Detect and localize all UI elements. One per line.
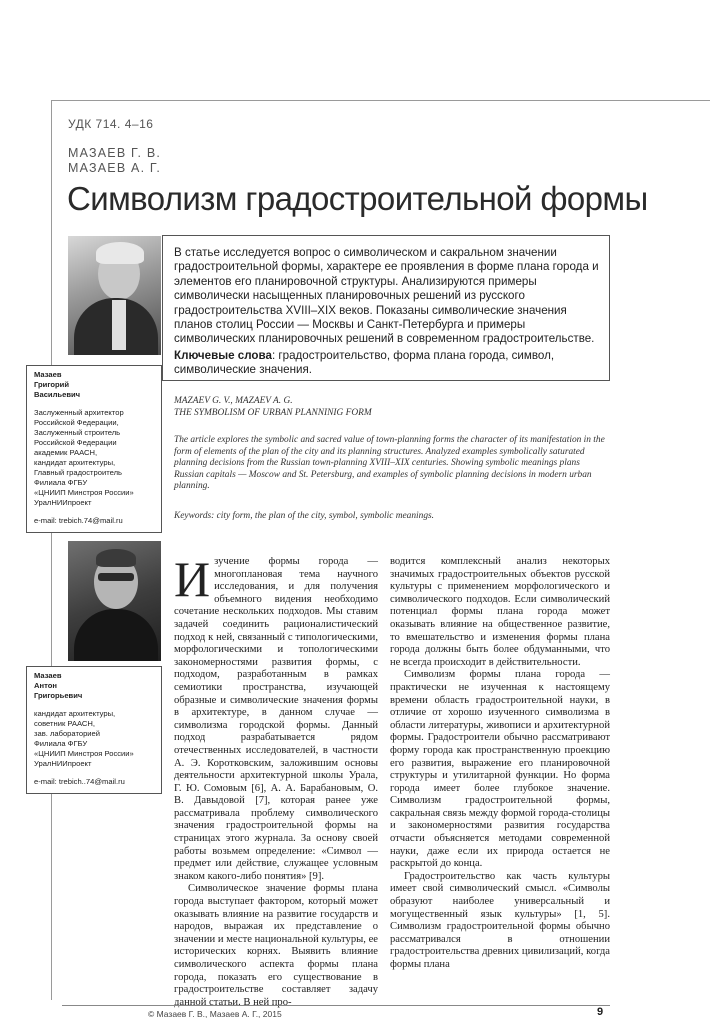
paragraph: Градостроительство как часть культуры имеет свой символический смысл. «Символы образуют наиболее универсальный и могущественный язык культуры» [1, 5]. Символизм градостроительной формы обычно рассматривался в отношении градостроительства древних цивилизаций, когда формы плана: [390, 870, 610, 970]
keywords: [174, 349, 599, 378]
english-abstract: The article explores the symbolic and sacred value of town-planning forms the character of its manifestation in the form of elements of the plan of the city and its planning structures. Analyzed examples symbolically saturated planning decisions from the Russian town-planning XVIII–XIX centuries. Showing symbolic meanings plans Russian capitals — Moscow and St. Petersburg, and examples of symbolic planning decisions in modern urban planning.: [174, 435, 605, 491]
drop-cap: И: [174, 551, 211, 607]
article-title: Символизм градостроительной формы: [67, 180, 648, 217]
card1-line: «ЦНИИП Минстроя России»: [34, 488, 134, 497]
card2-patronymic: Григорьевич: [34, 691, 83, 700]
card1-line: Заслуженный строитель: [34, 428, 121, 437]
english-keywords: Keywords: city form, the plan of the city, symbol, symbolic meanings.: [174, 511, 435, 521]
abstract-text: В статье исследуется вопрос о символическом и сакральном значении градостроительной формы, характере ее проявления в форме плана города и элементов его планировочной структуры. Анализируются примеры символически насыщенных планировочных решений из русского градостроительства XVIII–XIX веков. Показаны символические значения планов столиц России — Москвы и Санкт-Петербурга и примеры символических планировочных решений в современном градостроительстве.: [174, 246, 599, 346]
card1-surname: Мазаев: [34, 370, 62, 379]
paragraph: Символизм формы плана города — практически не изученная к настоящему времени область градостроительной науки, в отличие от хорошо изученного символизма в области литературы, живописи и архитектурной формы. Градостроители обычно рассматривают форму города как пространственную проекцию его развития, выражение его планировочной структуры и утилитарной функции. Но форма города имеет более глубокое значение. Символизм градостроительной формы, сакральная связь между формой города-столицы и закономерностями развития государства отчасти объясняется методами современной науки, даже если их природа остается не раскрытой до конца.: [390, 669, 610, 870]
card2-line: кандидат архитектуры,: [34, 709, 116, 718]
paragraph: водится комплексный анализ некоторых значимых градостроительных объектов русской культуры с применением морфологического и символического подходов. Если символический потенциал формы плана города может оказывать влияние на общественное развитие, то вмешательство и изменения формы плана города должны быть более обдуманными, что не всегда происходит в действительности.: [390, 556, 610, 668]
paragraph: Символическое значение формы плана города выступает фактором, который может оказывать влияние на развитие государств и народов, выражая их представление о значении и месте национальной культуры, ее исторических корнях. Выявить влияние символического аспекта формы плана города, показать его существование в градостроительстве составляет задачу данной статьи. В ней про-: [174, 883, 378, 1008]
card1-line: академик РААСН,: [34, 448, 98, 457]
body-column-1: [174, 551, 378, 1009]
copyright: © Мазаев Г. В., Мазаев А. Г., 2015: [148, 1009, 282, 1019]
body-column-2: [390, 556, 610, 972]
card2-line: УралНИИпроект: [34, 759, 92, 768]
author-line-1: МАЗАЕВ Г. В.: [68, 146, 162, 160]
english-title: THE SYMBOLISM OF URBAN PLANNINIG FORM: [174, 408, 372, 418]
author-line-2: МАЗАЕВ А. Г.: [68, 161, 162, 175]
english-authors: MAZAEV G. V., MAZAEV A. G.: [174, 396, 293, 406]
page-number: 9: [597, 1006, 604, 1018]
card1-line: Российской Федерации: [34, 438, 117, 447]
card1-line: Филиала ФГБУ: [34, 478, 88, 487]
keywords-label: Ключевые слова: [174, 349, 272, 362]
author-photo-2: [68, 541, 161, 661]
author-card-2: [26, 666, 162, 794]
keywords-text: : градостроительство, форма плана города, символ, символические значения.: [174, 349, 555, 377]
card2-line: зав. лабораторией: [34, 729, 101, 738]
card1-line: кандидат архитектуры,: [34, 458, 116, 467]
card2-line: советник РААСН,: [34, 719, 95, 728]
card1-patronymic: Васильевич: [34, 390, 81, 399]
card1-firstname: Григорий: [34, 380, 69, 389]
footer-rule: [62, 1005, 610, 1006]
author-card-1: [26, 365, 162, 533]
card1-line: Главный градостроитель: [34, 468, 122, 477]
card1-line: Российской Федерации,: [34, 418, 119, 427]
card1-email: e-mail: trebich.74@mail.ru: [34, 516, 123, 525]
udc-code: УДК 714. 4–16: [68, 117, 154, 131]
card2-line: Филиала ФГБУ: [34, 739, 88, 748]
card2-line: «ЦНИИП Минстроя России»: [34, 749, 134, 758]
paragraph: зучение формы города — многоплановая тема научного исследования, и для получения объемного видения необходимо сочетание нескольких подходов. Мы ставим задачей соединить рационалистический подход к ней, связанный с типологическими, морфологическими и топологическими закономерностями развития формы, с подходом, разработанным в рамках семиотики пространства, изучающей образные и символические значения формы в архитектуре, в данном случае — символизма городской формы. Данный подход разрабатывается рядом отечественных исследователей, в частности А. Э. Коротковским, заложившим основы деятельности архитектурной школы Урала, Г. Ю. Сомовым [6], А. А. Барабановым, О. В. Давыдовой [7], которая ранее уже рассматривала проблему символического значения градостроительной формы на страницах этого журнала. За основу своей работы возьмем определение: «Символ — предмет или действие, служащее условным знаком какого-либо понятия» [9].: [174, 556, 378, 882]
card1-line: УралНИИпроект: [34, 498, 92, 507]
card1-line: Заслуженный архитектор: [34, 408, 124, 417]
card2-firstname: Антон: [34, 681, 57, 690]
card2-surname: Мазаев: [34, 671, 62, 680]
card2-email: e-mail: trebich..74@mail.ru: [34, 777, 125, 786]
author-photo-1: [68, 236, 161, 355]
